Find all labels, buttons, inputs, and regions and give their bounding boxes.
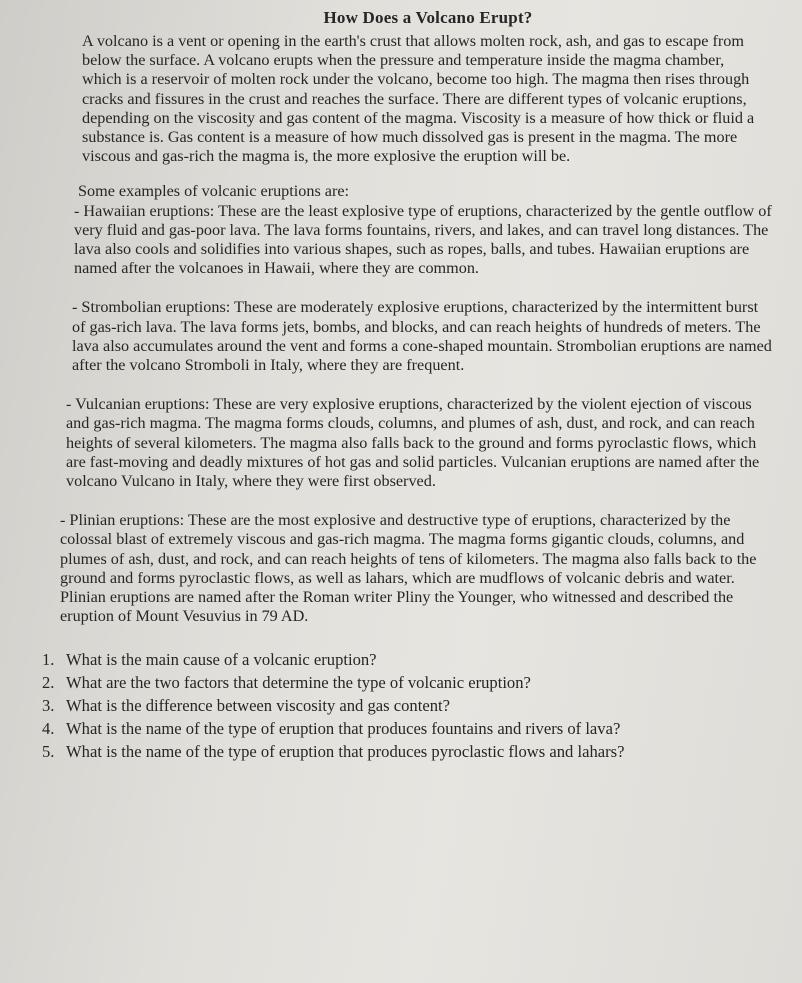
question-number: 5.	[42, 742, 55, 762]
question-item	[42, 717, 772, 740]
question-number: 3.	[42, 696, 55, 716]
example-plinian: - Plinian eruptions: These are the most explosive and destructive type of eruptions, characterized by the colossal blast of extremely viscous and gas-rich magma. The magma forms gigantic clouds, columns, and plumes of ash, dust, and rock, and can reach heights of tens of kilometers. The magma also falls back to the ground and forms pyroclastic flows, as well as lahars, which are mudflows of volcanic debris and water. Plinian eruptions are named after the Roman writer Pliny the Younger, who witnessed and described the eruption of Mount Vesuvius in 79 AD.	[60, 511, 757, 626]
example-hawaiian: - Hawaiian eruptions: These are the least explosive type of eruptions, characterized by the gentle outflow of very fluid and gas-poor lava. The lava forms fountains, rivers, and lakes, and can travel long distances. The lava also cools and solidifies into various shapes, such as ropes, balls, and tubes. Hawaiian eruptions are named after the volcanoes in Hawaii, where they are common.	[74, 201, 772, 278]
example-strombolian: - Strombolian eruptions: These are moderately explosive eruptions, characterized by the intermittent burst of gas-rich lava. The lava forms jets, bombs, and blocks, and can reach heights of hundreds of meters. The lava also accumulates around the vent and forms a cone-shaped mountain. Strombolian eruptions are named after the volcano Stromboli in Italy, where they are frequent.	[72, 298, 772, 375]
question-number: 2.	[42, 673, 55, 693]
question-number: 1.	[42, 650, 55, 670]
examples-heading: Some examples of volcanic eruptions are:	[78, 182, 350, 201]
question-text: What is the difference between viscosity and gas content?	[66, 696, 450, 716]
question-text: What is the main cause of a volcanic eruption?	[66, 650, 377, 670]
page-title: How Does a Volcano Erupt?	[323, 8, 533, 27]
question-item	[42, 740, 772, 763]
question-list	[42, 648, 772, 763]
question-item	[42, 648, 772, 671]
example-vulcanian: - Vulcanian eruptions: These are very explosive eruptions, characterized by the violent ejection of viscous and gas-rich magma. The magma forms clouds, columns, and plumes of ash, dust, and rock, and can reach heights of several kilometers. The magma also falls back to the ground and forms pyroclastic flows, which are fast-moving and deadly mixtures of hot gas and solid particles. Vulcanian eruptions are named after the volcano Vulcano in Italy, where they were first observed.	[66, 395, 760, 491]
question-item	[42, 694, 772, 717]
question-text: What are the two factors that determine the type of volcanic eruption?	[66, 673, 531, 693]
question-text: What is the name of the type of eruption that produces fountains and rivers of lava?	[66, 719, 621, 739]
intro-paragraph: A volcano is a vent or opening in the earth's crust that allows molten rock, ash, and gas to escape from below the surface. A volcano erupts when the pressure and temperature inside the magma chamber, which is a reservoir of molten rock under the volcano, become too high. The magma then rises through cracks and fissures in the crust and reaches the surface. There are different types of volcanic eruptions, depending on the viscosity and gas content of the magma. Viscosity is a measure of how thick or fluid a substance is. Gas content is a measure of how much dissolved gas is present in the magma. The more viscous and gas-rich the magma is, the more explosive the eruption will be.	[82, 32, 755, 166]
question-number: 4.	[42, 719, 55, 739]
question-item	[42, 671, 772, 694]
question-text: What is the name of the type of eruption that produces pyroclastic flows and lahars?	[66, 742, 625, 762]
